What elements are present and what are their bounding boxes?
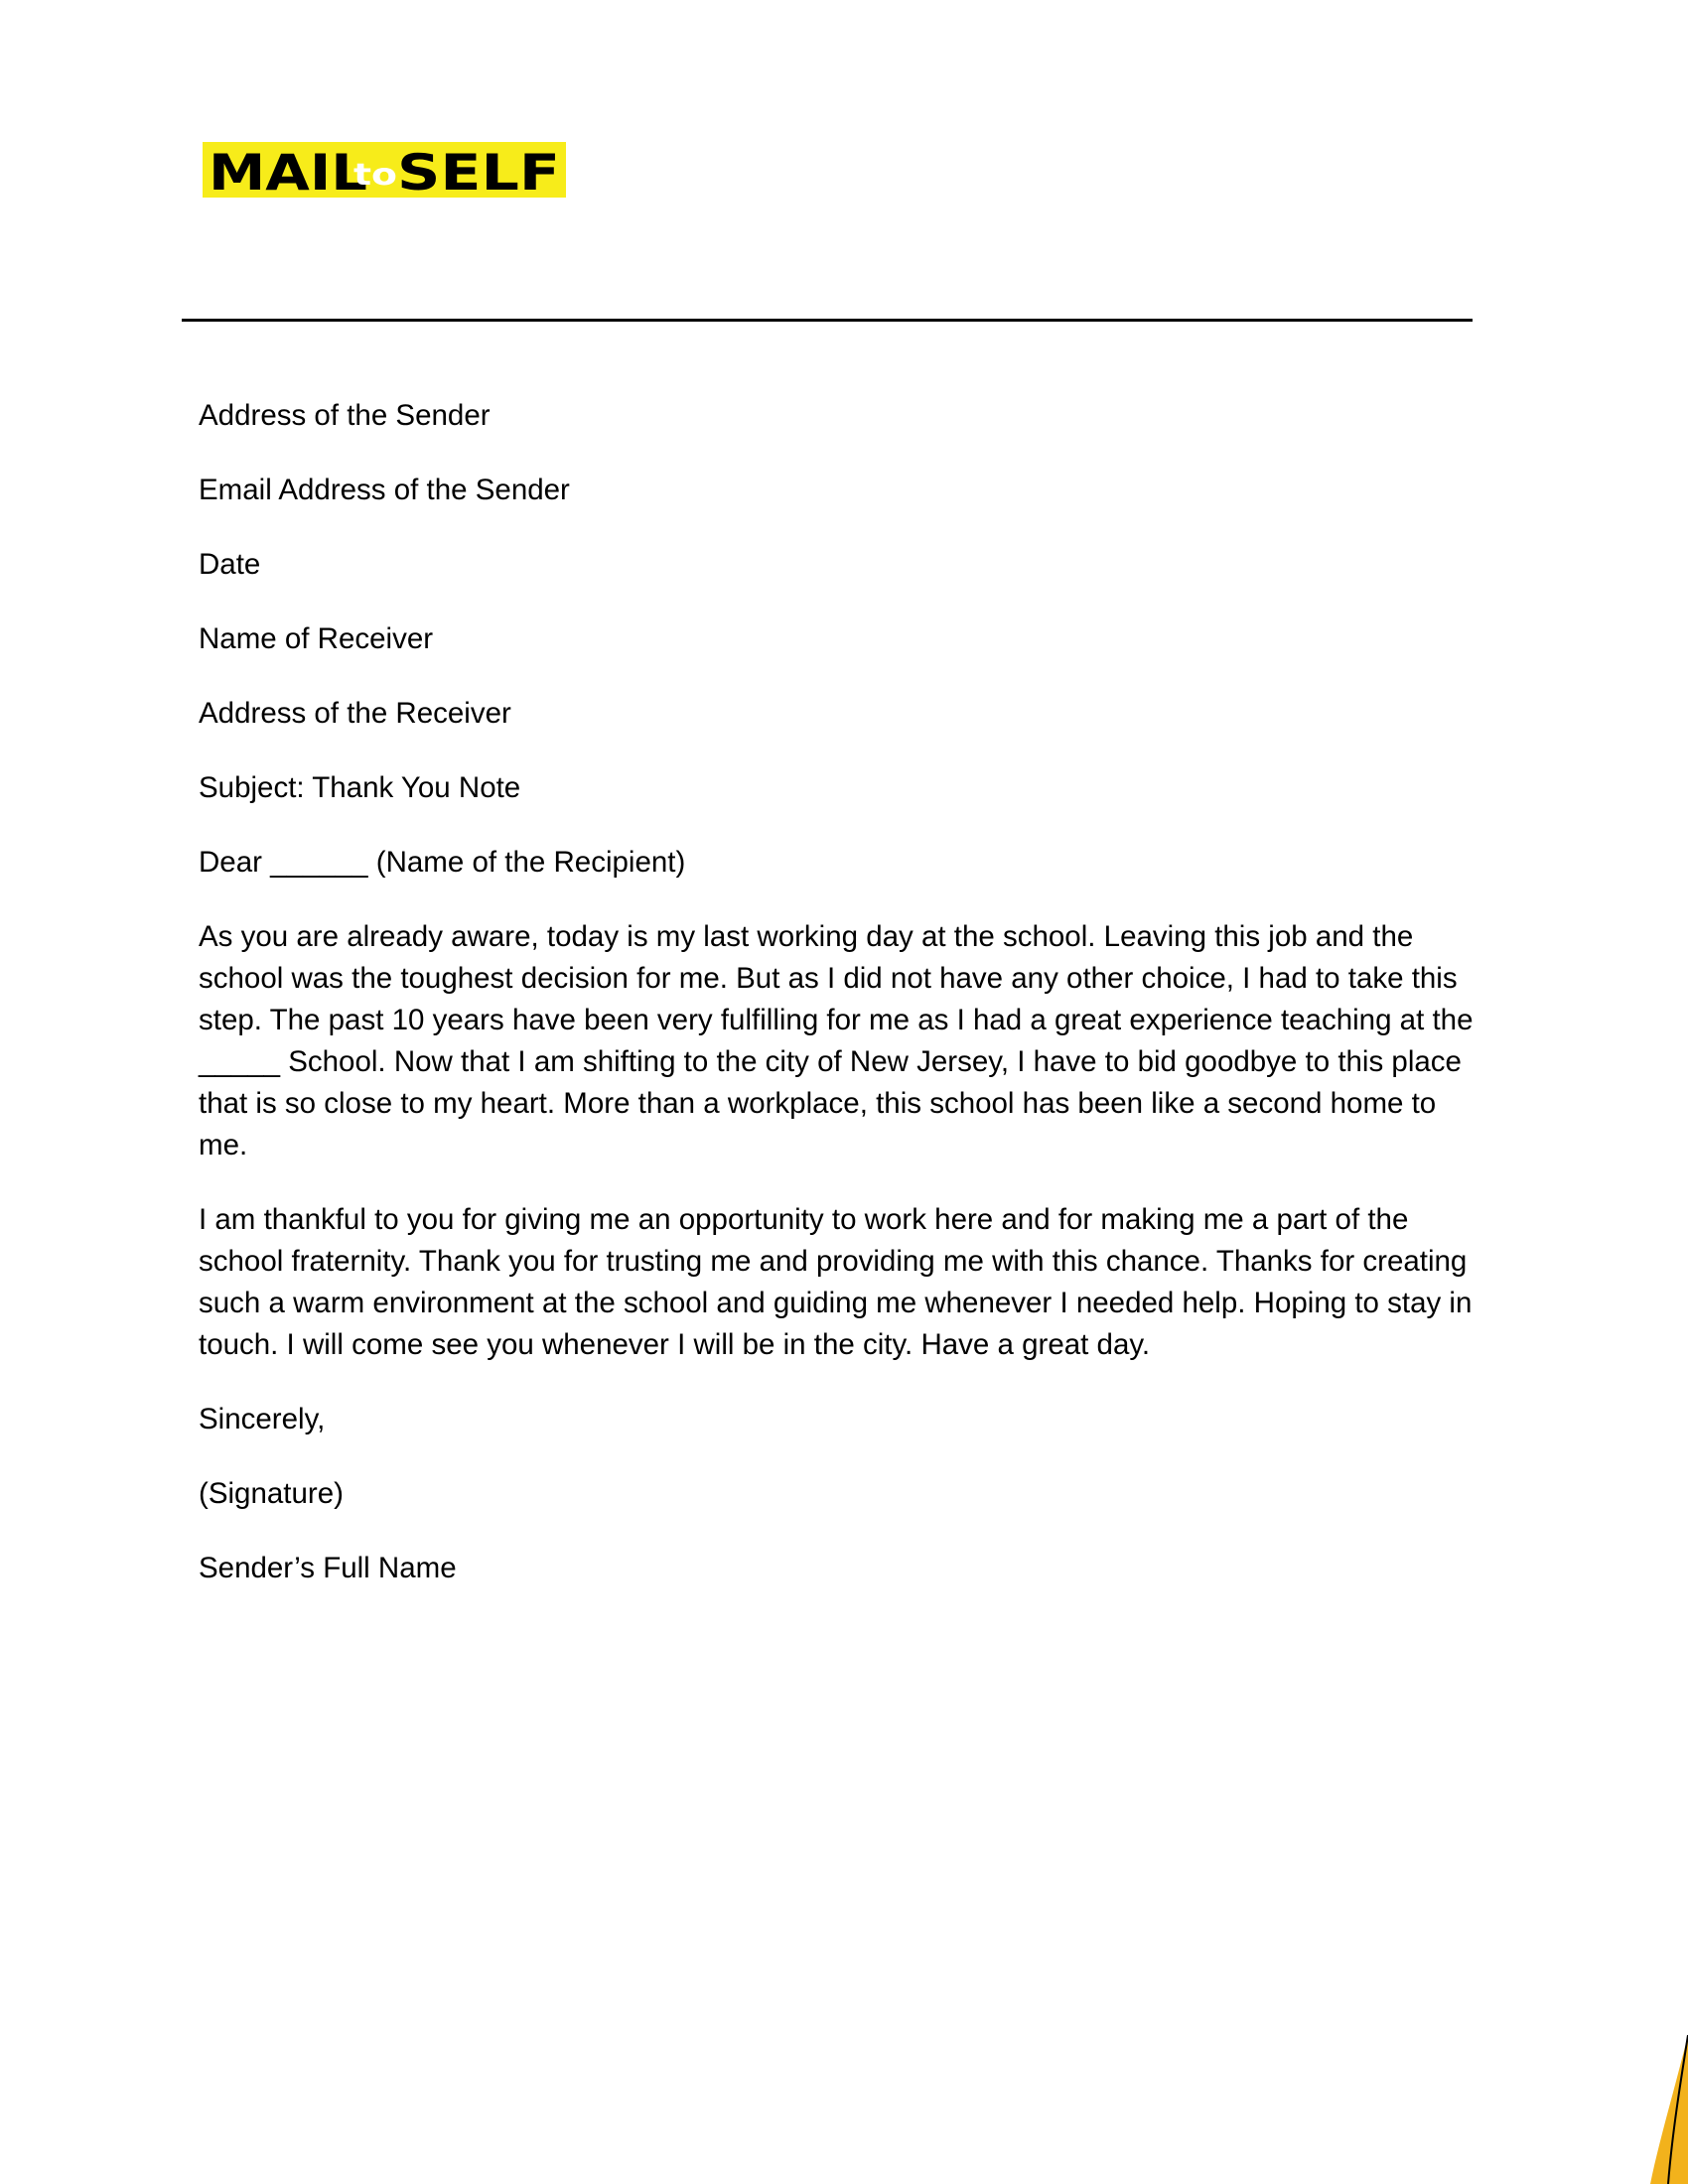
- brand-logo: [203, 142, 566, 198]
- sender-address: Address of the Sender: [199, 399, 491, 432]
- letter-body: [199, 395, 1489, 1622]
- letter-subject: Subject: Thank You Note: [199, 771, 521, 804]
- closing: Sincerely,: [199, 1403, 326, 1435]
- body-paragraph-1: As you are already aware, today is my last working day at the school. Leaving this job and the school was the toughest decision for me. But as I did not have any other choice, I had to take this step. The past 10 years have been very fulfilling for me as I had a great experience teaching at the _____ School. Now that I am shifting to the city of New Jersey, I have to bid goodbye to this place that is so close to my heart. More than a workplace, this school has been like a second home to me.: [199, 920, 1474, 1161]
- body-paragraph-2: I am thankful to you for giving me an opportunity to work here and for making me a part of the school fraternity. Thank you for trusting me and providing me with this chance. Thanks for creating such a warm environment at the school and guiding me whenever I needed help. Hoping to stay in touch. I will come see you whenever I will be in the city. Have a great day.: [199, 1203, 1473, 1361]
- logo-text-right: SELF: [397, 144, 560, 198]
- receiver-address: Address of the Receiver: [199, 697, 511, 730]
- signature-placeholder: (Signature): [199, 1477, 344, 1510]
- salutation: Dear ______ (Name of the Recipient): [199, 846, 686, 879]
- receiver-name: Name of Receiver: [199, 622, 434, 655]
- header-divider: [182, 319, 1473, 322]
- letter-date: Date: [199, 548, 261, 581]
- corner-decoration: [1628, 1985, 1688, 2184]
- sender-full-name: Sender’s Full Name: [199, 1552, 457, 1584]
- sender-email: Email Address of the Sender: [199, 474, 570, 506]
- logo-wordmark: [203, 142, 566, 198]
- logo-text-left: MAIL: [209, 144, 367, 198]
- logo-text-mid: to: [353, 158, 397, 193]
